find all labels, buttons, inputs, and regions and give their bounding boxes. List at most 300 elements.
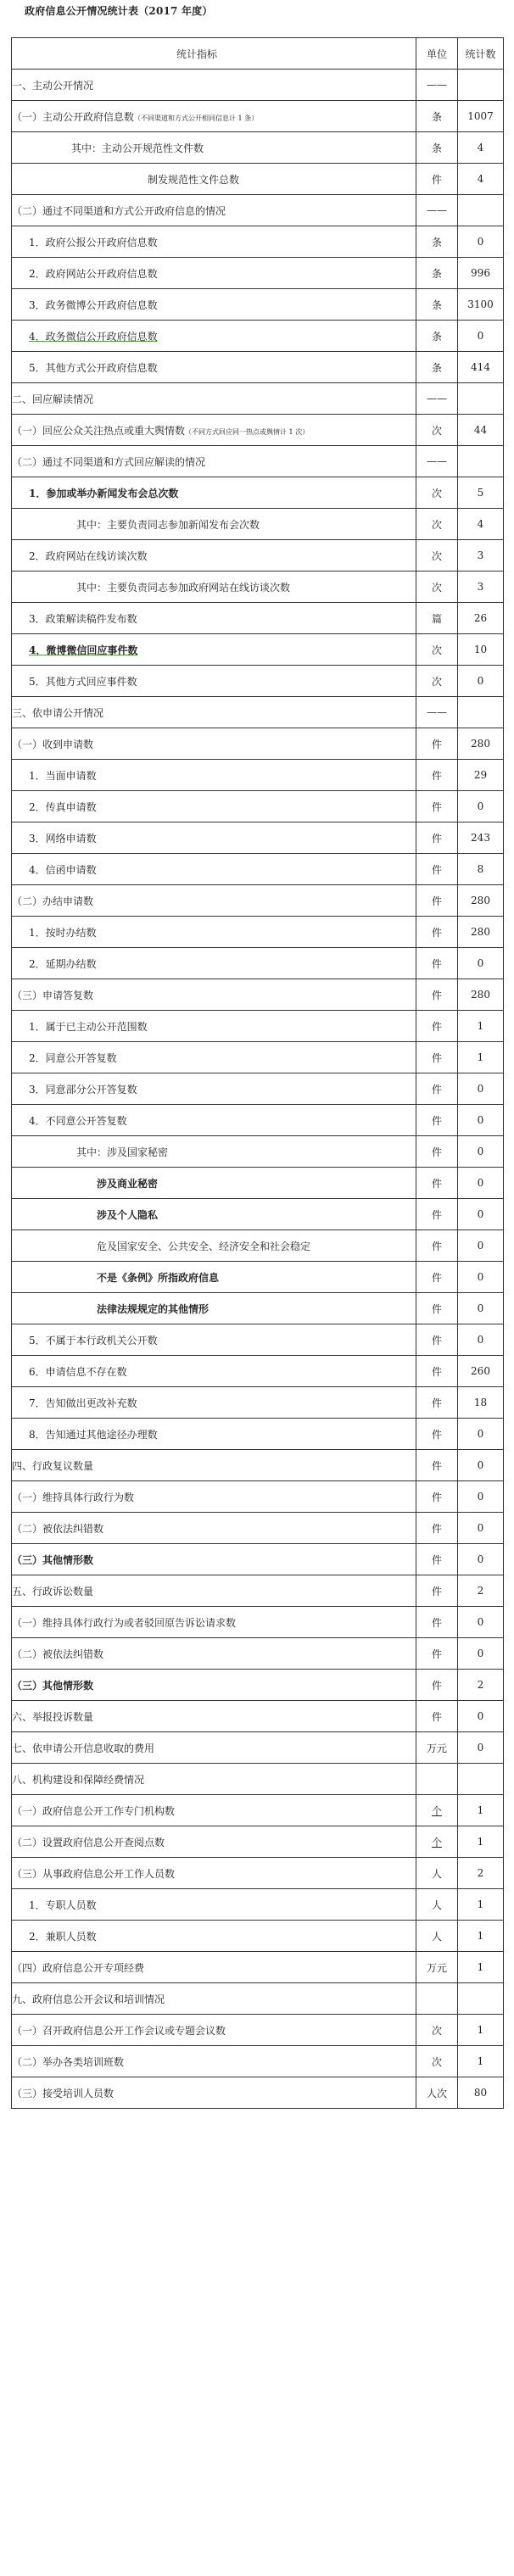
row-value: 0	[458, 1607, 504, 1638]
row-value	[458, 1983, 504, 2015]
row-value: 1	[458, 1889, 504, 1921]
row-unit: 件	[416, 1450, 458, 1481]
row-label-text: 危及国家安全、公共安全、经济安全和社会稳定	[97, 1240, 311, 1252]
table-row	[12, 164, 504, 195]
row-label	[12, 540, 416, 572]
row-label	[12, 383, 416, 415]
row-label-text: 法律法规规定的其他情形	[97, 1302, 210, 1315]
row-value: 80	[458, 2077, 504, 2109]
row-label	[12, 1670, 416, 1701]
row-value: 1	[458, 1042, 504, 1073]
table-row	[12, 1042, 504, 1073]
row-value: 0	[458, 321, 504, 352]
table-row	[12, 289, 504, 321]
table-row	[12, 1230, 504, 1262]
row-label	[12, 1262, 416, 1293]
row-value: 0	[458, 1199, 504, 1230]
row-label	[12, 1199, 416, 1230]
row-label-text: 5．不属于本行政机关公开数	[29, 1334, 158, 1347]
row-value: 4	[458, 132, 504, 164]
row-value: 1	[458, 1011, 504, 1042]
row-label	[12, 791, 416, 822]
row-value: 4	[458, 509, 504, 540]
row-value: 0	[458, 1450, 504, 1481]
table-row	[12, 697, 504, 728]
row-value: 0	[458, 1419, 504, 1450]
row-label-text: （三）其他情形数	[12, 1679, 94, 1692]
row-value: 280	[458, 979, 504, 1011]
table-row	[12, 1952, 504, 1983]
table-row	[12, 2015, 504, 2046]
row-unit: 人	[416, 1921, 458, 1952]
row-label	[12, 697, 416, 728]
table-row	[12, 415, 504, 446]
table-row	[12, 1073, 504, 1105]
row-label-text: （一）召开政府信息公开工作会议或专题会议数	[12, 2024, 226, 2037]
table-row	[12, 917, 504, 948]
row-label	[12, 979, 416, 1011]
row-label	[12, 917, 416, 948]
row-label	[12, 1419, 416, 1450]
row-label-text: （二）被依法纠错数	[12, 1648, 104, 1660]
table-header-row	[12, 38, 504, 70]
row-unit: ——	[416, 697, 458, 728]
row-label-text: 8．告知通过其他途径办理数	[29, 1428, 158, 1441]
row-unit: 条	[416, 132, 458, 164]
table-row	[12, 540, 504, 572]
table-row	[12, 383, 504, 415]
header-indicator: 统计指标	[12, 38, 416, 70]
row-value: 2	[458, 1575, 504, 1607]
row-label	[12, 1356, 416, 1387]
row-label-text: 二、回应解读情况	[12, 393, 94, 405]
page-title: 政府信息公开情况统计表（2017 年度）	[25, 5, 213, 17]
row-label-text: 2．兼职人员数	[29, 1930, 97, 1943]
row-label-text: 六、举报投诉数量	[12, 1710, 94, 1723]
table-row	[12, 132, 504, 164]
row-label	[12, 289, 416, 321]
table-row	[12, 791, 504, 822]
row-label	[12, 634, 416, 666]
row-unit: 条	[416, 226, 458, 258]
table-row	[12, 854, 504, 885]
header-count: 统计数	[458, 38, 504, 70]
row-label	[12, 1732, 416, 1764]
row-value: 0	[458, 1262, 504, 1293]
row-value: 18	[458, 1387, 504, 1419]
row-unit: 件	[416, 1230, 458, 1262]
row-label	[12, 195, 416, 226]
row-value: 280	[458, 728, 504, 760]
table-row	[12, 1575, 504, 1607]
row-label	[12, 258, 416, 289]
row-value: 0	[458, 1105, 504, 1136]
table-row	[12, 446, 504, 477]
row-unit: 件	[416, 1513, 458, 1544]
row-label-text: 4．信函申请数	[29, 863, 97, 876]
row-label-text: 八、机构建设和保障经费情况	[12, 1773, 145, 1786]
row-label-text: 3．政务微博公开政府信息数	[29, 298, 158, 311]
row-unit	[416, 1764, 458, 1795]
row-label-text: 其中：主动公开规范性文件数	[71, 142, 204, 154]
table-row	[12, 1011, 504, 1042]
table-row	[12, 1324, 504, 1356]
row-unit: 件	[416, 164, 458, 195]
table-row	[12, 226, 504, 258]
row-label-text: 三、依申请公开情况	[12, 706, 104, 719]
row-value: 0	[458, 1638, 504, 1670]
row-label	[12, 1952, 416, 1983]
row-label-text: 一、主动公开情况	[12, 79, 94, 92]
row-value: 1	[458, 1921, 504, 1952]
row-label-text: 3．政策解读稿件发布数	[29, 612, 137, 625]
row-value: 0	[458, 1230, 504, 1262]
row-label	[12, 164, 416, 195]
row-value: 3	[458, 572, 504, 603]
row-value: 3100	[458, 289, 504, 321]
row-label-text: 3．同意部分公开答复数	[29, 1083, 137, 1096]
table-row	[12, 1858, 504, 1889]
row-unit: 个	[416, 1795, 458, 1826]
row-label-text: （二）办结申请数	[12, 895, 94, 907]
row-label	[12, 226, 416, 258]
table-row	[12, 1826, 504, 1858]
row-label-text: 1．按时办结数	[29, 926, 97, 939]
row-label-text: （一）政府信息公开工作专门机构数	[12, 1804, 176, 1817]
row-value: 4	[458, 164, 504, 195]
row-note: （不同渠道和方式公开相同信息计 1 条）	[134, 114, 259, 122]
row-value: 280	[458, 917, 504, 948]
row-label	[12, 1293, 416, 1324]
row-label	[12, 321, 416, 352]
row-unit: 件	[416, 1701, 458, 1732]
row-label-text: 3．网络申请数	[29, 832, 97, 845]
row-label	[12, 1889, 416, 1921]
row-label-text: 九、政府信息公开会议和培训情况	[12, 1993, 165, 2005]
row-label-text: 2．延期办结数	[29, 957, 97, 970]
row-label-text: 1．当面申请数	[29, 769, 97, 782]
row-label	[12, 1575, 416, 1607]
row-value: 8	[458, 854, 504, 885]
row-unit: 件	[416, 1575, 458, 1607]
row-value: 26	[458, 603, 504, 634]
row-unit: 件	[416, 1607, 458, 1638]
table-row	[12, 2077, 504, 2109]
row-unit: 件	[416, 885, 458, 917]
row-label	[12, 1607, 416, 1638]
row-value: 0	[458, 1136, 504, 1168]
row-unit: 件	[416, 1136, 458, 1168]
row-unit: 件	[416, 1387, 458, 1419]
row-label-text: 其中：主要负责同志参加政府网站在线访谈次数	[76, 581, 291, 594]
row-unit: 个	[416, 1826, 458, 1858]
row-value: 280	[458, 885, 504, 917]
row-label-text: 2．政府网站公开政府信息数	[29, 267, 158, 280]
row-label	[12, 1042, 416, 1073]
row-unit: 件	[416, 948, 458, 979]
table-row	[12, 1607, 504, 1638]
row-label	[12, 1450, 416, 1481]
row-label-text: 五、行政诉讼数量	[12, 1585, 94, 1597]
table-row	[12, 948, 504, 979]
row-value	[458, 195, 504, 226]
row-unit: 次	[416, 477, 458, 509]
row-label	[12, 1795, 416, 1826]
row-label-text: 4．微博微信回应事件数	[29, 644, 138, 656]
row-label	[12, 1136, 416, 1168]
row-label	[12, 477, 416, 509]
table-row	[12, 477, 504, 509]
row-label	[12, 1073, 416, 1105]
table-row	[12, 885, 504, 917]
table-row	[12, 70, 504, 101]
header-unit: 单位	[416, 38, 458, 70]
row-label	[12, 352, 416, 383]
row-value: 1	[458, 1795, 504, 1826]
row-label-text: 4．不同意公开答复数	[29, 1114, 127, 1127]
table-row	[12, 1356, 504, 1387]
table-row	[12, 572, 504, 603]
row-label-text: （一）主动公开政府信息数	[12, 110, 135, 123]
row-unit: 件	[416, 1042, 458, 1073]
table-row	[12, 1419, 504, 1450]
row-unit: ——	[416, 70, 458, 101]
row-label-text: 涉及商业秘密	[97, 1177, 159, 1190]
table-row	[12, 603, 504, 634]
row-label	[12, 1858, 416, 1889]
row-unit: 件	[416, 1324, 458, 1356]
row-value: 243	[458, 822, 504, 854]
row-label	[12, 415, 416, 446]
table-row	[12, 1513, 504, 1544]
table-row	[12, 1638, 504, 1670]
row-value	[458, 70, 504, 101]
row-unit: 次	[416, 509, 458, 540]
row-unit: 次	[416, 2015, 458, 2046]
row-unit: 件	[416, 1638, 458, 1670]
row-unit: 件	[416, 728, 458, 760]
row-unit: 条	[416, 321, 458, 352]
row-label-text: 6．申请信息不存在数	[29, 1365, 127, 1378]
row-unit: 件	[416, 854, 458, 885]
row-unit: 件	[416, 1262, 458, 1293]
row-label-text: 2．传真申请数	[29, 800, 97, 813]
table-row	[12, 1105, 504, 1136]
table-row	[12, 1136, 504, 1168]
row-value: 29	[458, 760, 504, 791]
table-row	[12, 258, 504, 289]
row-label-text: 制发规范性文件总数	[148, 173, 240, 186]
row-label	[12, 1638, 416, 1670]
row-label	[12, 1764, 416, 1795]
row-unit: 人次	[416, 2077, 458, 2109]
table-row	[12, 195, 504, 226]
row-label-text: 其中：主要负责同志参加新闻发布会次数	[76, 518, 260, 531]
row-unit: 次	[416, 415, 458, 446]
row-label	[12, 572, 416, 603]
row-label	[12, 1983, 416, 2015]
row-value: 0	[458, 226, 504, 258]
row-label	[12, 70, 416, 101]
table-row	[12, 760, 504, 791]
row-unit: 万元	[416, 1732, 458, 1764]
table-row	[12, 1701, 504, 1732]
row-label-text: 其中：涉及国家秘密	[76, 1146, 169, 1158]
row-label-text: （二）通过不同渠道和方式回应解读的情况	[12, 455, 206, 468]
row-unit: 条	[416, 352, 458, 383]
table-row	[12, 352, 504, 383]
row-unit: 次	[416, 666, 458, 697]
table-body	[12, 70, 504, 2109]
table-row	[12, 666, 504, 697]
row-label-text: （一）回应公众关注热点或重大舆情数	[12, 424, 186, 437]
row-label	[12, 2077, 416, 2109]
row-unit: 件	[416, 822, 458, 854]
row-value: 5	[458, 477, 504, 509]
row-label-text: （三）申请答复数	[12, 989, 94, 1001]
table-row	[12, 2046, 504, 2077]
table-row	[12, 509, 504, 540]
row-value: 0	[458, 1544, 504, 1575]
row-unit: 次	[416, 2046, 458, 2077]
row-unit: 篇	[416, 603, 458, 634]
row-label	[12, 666, 416, 697]
row-label	[12, 1105, 416, 1136]
row-unit: 件	[416, 760, 458, 791]
row-label-text: 1．政府公报公开政府信息数	[29, 236, 158, 248]
row-label	[12, 101, 416, 132]
row-value: 0	[458, 1513, 504, 1544]
table-row	[12, 1983, 504, 2015]
row-unit: 件	[416, 1544, 458, 1575]
row-label	[12, 1826, 416, 1858]
row-value: 0	[458, 1701, 504, 1732]
table-row	[12, 634, 504, 666]
row-value: 0	[458, 791, 504, 822]
row-note: （不同方式回应同一热点或舆情计 1 次）	[185, 427, 310, 436]
row-unit: 条	[416, 258, 458, 289]
table-row	[12, 1544, 504, 1575]
table-row	[12, 1764, 504, 1795]
row-label-text: （二）被依法纠错数	[12, 1522, 104, 1535]
row-label-text: （一）维持具体行政行为数	[12, 1491, 135, 1503]
row-unit: 件	[416, 917, 458, 948]
table-row	[12, 101, 504, 132]
row-value: 996	[458, 258, 504, 289]
row-label-text: 4．政务微信公开政府信息数	[29, 330, 158, 343]
row-value: 1007	[458, 101, 504, 132]
row-unit: 件	[416, 1670, 458, 1701]
row-value: 1	[458, 2046, 504, 2077]
row-value: 3	[458, 540, 504, 572]
row-label-text: （二）举办各类培训班数	[12, 2055, 125, 2068]
row-label	[12, 885, 416, 917]
row-unit: 次	[416, 634, 458, 666]
table-row	[12, 1795, 504, 1826]
row-unit: 件	[416, 1293, 458, 1324]
row-label	[12, 1544, 416, 1575]
row-value	[458, 446, 504, 477]
row-label-text: （三）其他情形数	[12, 1553, 94, 1566]
row-unit: ——	[416, 383, 458, 415]
row-unit: 件	[416, 791, 458, 822]
row-label	[12, 132, 416, 164]
row-label-text: （四）政府信息公开专项经费	[12, 1961, 145, 1974]
row-label	[12, 1230, 416, 1262]
row-unit: 条	[416, 289, 458, 321]
row-label-text: 1．参加或举办新闻发布会总次数	[29, 487, 179, 499]
row-value: 44	[458, 415, 504, 446]
row-unit: 件	[416, 1073, 458, 1105]
row-label	[12, 728, 416, 760]
row-label	[12, 1481, 416, 1513]
row-unit: ——	[416, 446, 458, 477]
table-row	[12, 1450, 504, 1481]
row-value: 2	[458, 1858, 504, 1889]
table-row	[12, 1262, 504, 1293]
table-row	[12, 979, 504, 1011]
row-value: 0	[458, 1324, 504, 1356]
table-row	[12, 1732, 504, 1764]
row-value: 1	[458, 1826, 504, 1858]
row-label	[12, 948, 416, 979]
table-row	[12, 1168, 504, 1199]
row-label	[12, 1168, 416, 1199]
row-label	[12, 760, 416, 791]
row-label-text: 涉及个人隐私	[97, 1208, 159, 1221]
row-unit: 件	[416, 1105, 458, 1136]
row-label	[12, 509, 416, 540]
row-label	[12, 2015, 416, 2046]
table-row	[12, 321, 504, 352]
row-value: 260	[458, 1356, 504, 1387]
row-unit: 件	[416, 1356, 458, 1387]
row-label	[12, 1387, 416, 1419]
row-unit: 人	[416, 1858, 458, 1889]
row-label-text: 7．告知做出更改补充数	[29, 1397, 137, 1409]
table-row	[12, 1921, 504, 1952]
row-unit: 件	[416, 1481, 458, 1513]
row-label-text: （一）收到申请数	[12, 738, 94, 750]
row-label-text: （三）从事政府信息公开工作人员数	[12, 1867, 176, 1880]
row-unit: 件	[416, 1419, 458, 1450]
table-row	[12, 1670, 504, 1701]
row-label-text: （二）设置政府信息公开查阅点数	[12, 1836, 165, 1848]
row-value: 0	[458, 666, 504, 697]
row-label-text: 1．专职人员数	[29, 1899, 97, 1911]
row-label-text: 2．同意公开答复数	[29, 1051, 117, 1064]
row-label	[12, 822, 416, 854]
row-unit: 次	[416, 540, 458, 572]
row-value: 0	[458, 1168, 504, 1199]
row-label-text: 七、依申请公开信息收取的费用	[12, 1742, 155, 1754]
row-unit: 件	[416, 979, 458, 1011]
row-label-text: 5．其他方式公开政府信息数	[29, 361, 158, 374]
row-value: 10	[458, 634, 504, 666]
row-label-text: 四、行政复议数量	[12, 1459, 94, 1472]
row-value: 1	[458, 2015, 504, 2046]
row-label	[12, 1701, 416, 1732]
row-value: 0	[458, 1293, 504, 1324]
row-label-text: （二）通过不同渠道和方式公开政府信息的情况	[12, 204, 226, 217]
row-label	[12, 1921, 416, 1952]
row-unit: ——	[416, 195, 458, 226]
row-label	[12, 854, 416, 885]
table-row	[12, 822, 504, 854]
row-value: 0	[458, 1732, 504, 1764]
row-label	[12, 446, 416, 477]
row-label	[12, 1011, 416, 1042]
